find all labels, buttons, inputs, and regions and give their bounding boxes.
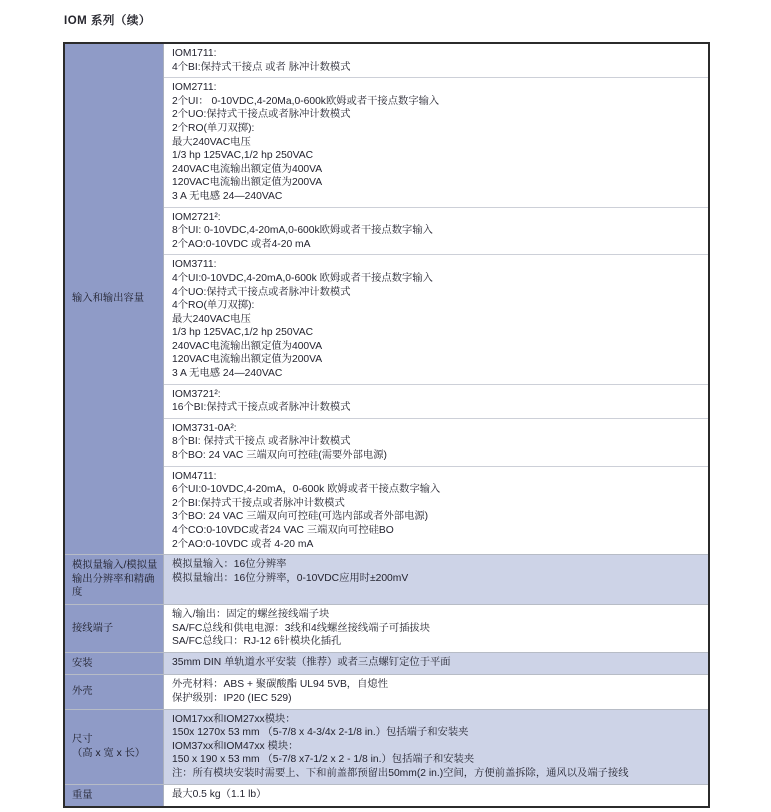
spec-line: 模拟量输入：16位分辨率 <box>172 559 287 571</box>
row-content <box>164 653 708 675</box>
row-label-line: 外壳 <box>72 686 93 698</box>
spec-block <box>164 385 708 419</box>
spec-table <box>63 42 710 808</box>
spec-block <box>164 710 708 784</box>
spec-line: 1/3 hp 125VAC,1/2 hp 250VAC <box>172 150 314 162</box>
row-label <box>65 785 164 807</box>
spec-block <box>164 255 708 384</box>
spec-line: IOM2721²: <box>172 211 221 223</box>
spec-line: SA/FC总线和供电电源：3线和4线螺丝接线端子可插拔块 <box>172 622 431 634</box>
spec-line: 3 A 无电感 24—240VAC <box>172 190 283 202</box>
spec-line: 3 A 无电感 24—240VAC <box>172 368 283 380</box>
spec-line: 8个BO: 24 VAC 三端双向可控硅(需要外部电源) <box>172 450 387 462</box>
row-label <box>65 44 164 554</box>
spec-line: 8个BI: 保持式干接点 或者脉冲计数模式 <box>172 436 351 448</box>
spec-row <box>65 710 708 785</box>
row-content <box>164 785 708 807</box>
row-content <box>164 710 708 784</box>
spec-line: IOM37xx和IOM47xx 模块： <box>172 740 299 752</box>
spec-line: 1/3 hp 125VAC,1/2 hp 250VAC <box>172 327 314 339</box>
spec-row <box>65 653 708 676</box>
spec-line: 4个CO:0-10VDC或者24 VAC 三端双向可控硅BO <box>172 525 394 536</box>
spec-line: 3个BO: 24 VAC 三端双向可控硅(可选内部或者外部电源) <box>172 511 429 523</box>
row-content <box>164 555 708 604</box>
spec-line: IOM3721²: <box>172 388 221 400</box>
spec-line: 240VAC电流输出额定值为400VA <box>172 340 323 352</box>
row-label-line: 输入和输出容量 <box>72 293 145 305</box>
row-label-line: （高 x 宽 x 长） <box>72 747 146 759</box>
spec-line: 2个RO(单刀双掷): <box>172 122 255 134</box>
spec-row <box>65 605 708 653</box>
row-label <box>65 710 164 784</box>
spec-line: 2个BI:保持式干接点或者脉冲计数模式 <box>172 497 345 509</box>
row-label <box>65 653 164 675</box>
spec-row <box>65 555 708 605</box>
spec-line: 外壳材料：ABS + 聚碳酸酯 UL94 5VB，自熄性 <box>172 679 388 691</box>
spec-block <box>164 675 708 708</box>
page-title: IOM 系列（续） <box>64 15 151 27</box>
spec-line: 模拟量输出：16位分辨率，0-10VDC应用时±200mV <box>172 572 409 584</box>
spec-line: 最大0.5 kg（1.1 lb） <box>172 788 267 800</box>
spec-line: 最大240VAC电压 <box>172 313 251 325</box>
row-content <box>164 44 708 554</box>
spec-line: 240VAC电流输出额定值为400VA <box>172 163 323 175</box>
spec-line: 8个UI: 0-10VDC,4-20mA,0-600k欧姆或者干接点数字输入 <box>172 225 433 237</box>
spec-block <box>164 44 708 78</box>
row-label <box>65 555 164 604</box>
spec-line: 保护级别：IP20 (IEC 529) <box>172 692 292 704</box>
spec-line: 4个UI:0-10VDC,4-20mA,0-600k 欧姆或者干接点数字输入 <box>172 272 433 284</box>
spec-row <box>65 44 708 555</box>
spec-line: 150x 1270x 53 mm （5-7/8 x 4-3/4x 2-1/8 in.）包括端子和安装夹 <box>172 727 469 739</box>
spec-line: 2个UI： 0-10VDC,4-20Ma,0-600k欧姆或者干接点数字输入 <box>172 95 440 107</box>
spec-line: IOM17xx和IOM27xx模块： <box>172 713 296 725</box>
row-label <box>65 675 164 708</box>
spec-line: 35mm DIN 单轨道水平安装（推荐）或者三点螺钉定位于平面 <box>172 656 451 668</box>
spec-block <box>164 555 708 604</box>
spec-block <box>164 653 708 675</box>
spec-line: 2个UO:保持式干接点或者脉冲计数模式 <box>172 109 351 121</box>
spec-line: 注：所有模块安装时需要上、下和前盖都预留出50mm(2 in.)空间，方便前盖拆除，通风以及端子接线 <box>172 767 629 779</box>
spec-line: 150 x 190 x 53 mm （5-7/8 x7-1/2 x 2 - 1/8 in.）包括端子和安装夹 <box>172 754 475 766</box>
row-label-line: 重量 <box>72 789 93 801</box>
spec-line: 输入/输出：固定的螺丝接线端子块 <box>172 608 330 620</box>
spec-block <box>164 467 708 555</box>
spec-block <box>164 208 708 256</box>
spec-row <box>65 675 708 709</box>
spec-line: IOM3731-0A²: <box>172 422 237 434</box>
spec-line: 120VAC电流输出额定值为200VA <box>172 177 323 189</box>
spec-line: 6个UI:0-10VDC,4-20mA，0-600k 欧姆或者干接点数字输入 <box>172 484 441 496</box>
spec-line: IOM4711: <box>172 470 217 482</box>
spec-line: IOM3711: <box>172 259 217 271</box>
spec-line: 最大240VAC电压 <box>172 136 251 148</box>
row-label <box>65 605 164 652</box>
row-label-line: 尺寸 <box>72 733 93 745</box>
row-content <box>164 675 708 708</box>
spec-line: 2个AO:0-10VDC 或者4-20 mA <box>172 238 311 250</box>
spec-line: 4个UO:保持式干接点或者脉冲计数模式 <box>172 286 351 298</box>
spec-block <box>164 78 708 207</box>
spec-line: SA/FC总线口：RJ-12 6针模块化插孔 <box>172 636 342 648</box>
spec-block <box>164 419 708 467</box>
spec-line: 4个RO(单刀双掷): <box>172 300 255 312</box>
spec-line: 4个BI:保持式干接点 或者 脉冲计数模式 <box>172 61 351 73</box>
spec-line: 120VAC电流输出额定值为200VA <box>172 354 323 366</box>
spec-line: IOM1711: <box>172 48 217 59</box>
spec-block <box>164 605 708 652</box>
spec-block <box>164 785 708 807</box>
spec-line: 16个BI:保持式干接点或者脉冲计数模式 <box>172 402 351 414</box>
row-label-line: 模拟量输入/模拟量输出分辨率和精确度 <box>72 560 158 599</box>
row-label-line: 接线端子 <box>72 622 114 634</box>
spec-line: 2个AO:0-10VDC 或者 4-20 mA <box>172 538 314 550</box>
row-content <box>164 605 708 652</box>
spec-line: IOM2711: <box>172 82 217 94</box>
spec-row <box>65 785 708 807</box>
row-label-line: 安装 <box>72 657 93 669</box>
